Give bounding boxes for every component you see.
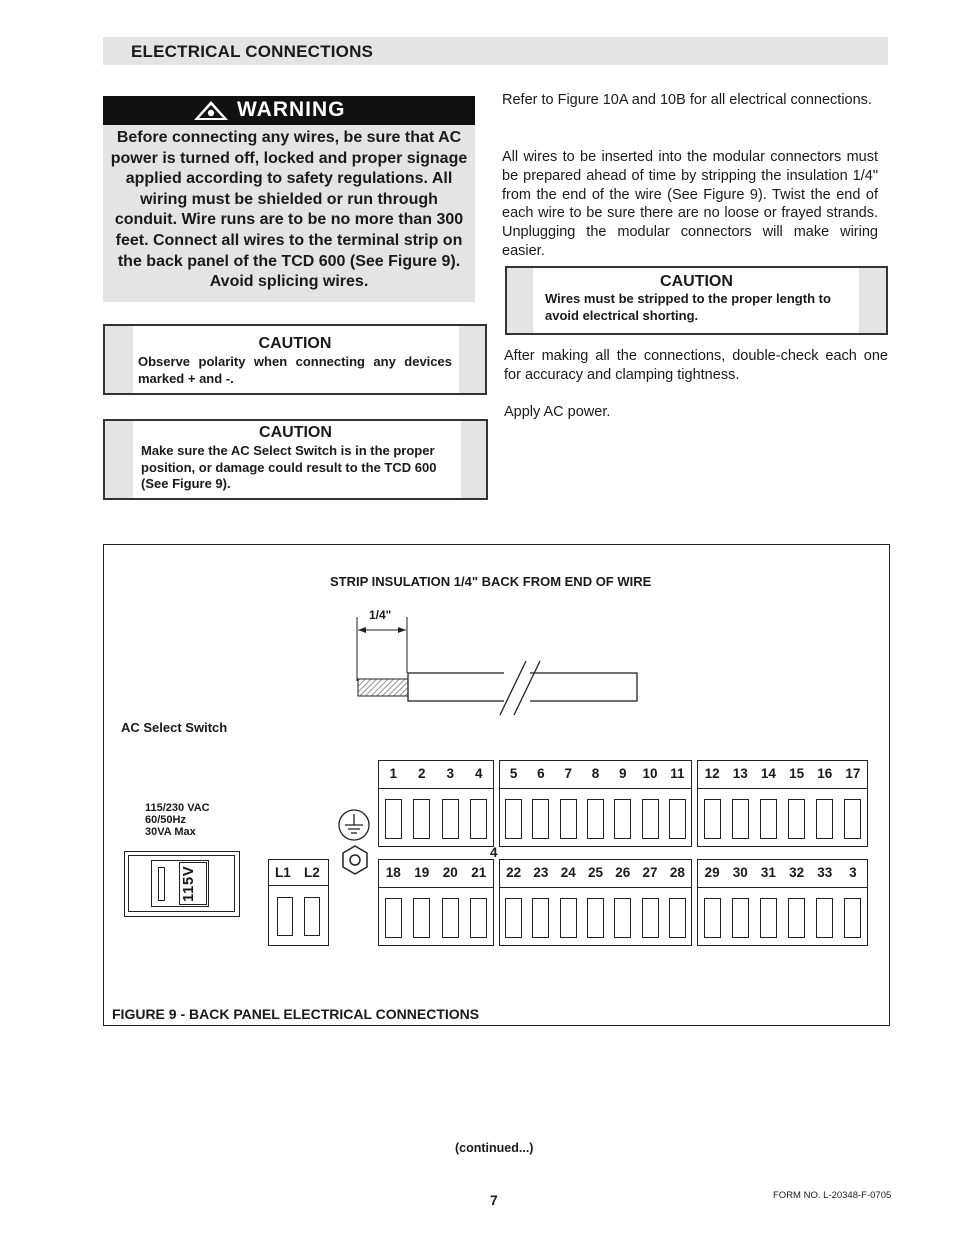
terminal-label: 4 xyxy=(474,766,483,781)
terminal-slot[interactable] xyxy=(470,898,487,938)
terminal-block-5-11 xyxy=(499,760,692,847)
warning-line: wiring must be shielded or run through xyxy=(140,190,438,208)
terminal-slot[interactable] xyxy=(505,799,522,839)
terminal-slot[interactable] xyxy=(587,898,604,938)
terminal-label: 23 xyxy=(533,865,549,880)
terminal-label: 5 xyxy=(509,766,518,781)
line-terminal-block xyxy=(268,859,329,946)
power-rating-line: 60/50Hz xyxy=(145,814,186,826)
terminal-block-29-34 xyxy=(697,859,868,946)
terminal-slot[interactable] xyxy=(788,898,805,938)
terminal-label: 6 xyxy=(537,766,545,781)
paragraph-refer-figure: Refer to Figure 10A and 10B for all electrical connections. xyxy=(502,92,872,108)
ac-select-switch-label: AC Select Switch xyxy=(121,720,228,735)
caution-title: CAUTION xyxy=(258,335,332,352)
terminal-label: 32 xyxy=(789,865,805,880)
warning-text xyxy=(107,128,471,293)
terminal-slot[interactable] xyxy=(560,799,577,839)
form-number: FORM NO. L-20348-F-0705 xyxy=(773,1190,892,1201)
terminal-slot[interactable] xyxy=(788,799,805,839)
hex-nut-icon xyxy=(340,844,370,876)
warning-line: the back panel of the TCD 600 (See Figure 9). xyxy=(117,252,461,270)
continued-note: (continued...) xyxy=(455,1141,534,1155)
terminal-label: 16 xyxy=(817,766,833,781)
terminal-label: 10 xyxy=(642,766,658,781)
caution-title: CAUTION xyxy=(660,273,733,290)
terminal-slot[interactable] xyxy=(704,898,721,938)
terminal-slot[interactable] xyxy=(732,898,749,938)
terminal-label: 7 xyxy=(564,766,572,781)
warning-box xyxy=(103,96,475,302)
terminal-label: 3 xyxy=(849,865,857,880)
terminal-label: 28 xyxy=(669,865,685,880)
terminal-slot[interactable] xyxy=(669,799,686,839)
terminal-slot[interactable] xyxy=(560,898,577,938)
terminal-label: 15 xyxy=(789,766,805,781)
terminal-slot[interactable] xyxy=(669,898,686,938)
section-header-bar xyxy=(103,37,888,65)
terminal-label: 27 xyxy=(642,865,658,880)
terminal-label: 8 xyxy=(591,766,600,781)
terminal-label: 26 xyxy=(615,865,631,880)
warning-line: feet. Connect all wires to the terminal strip on xyxy=(115,231,463,249)
warning-line: Avoid splicing wires. xyxy=(209,273,369,291)
terminal-label: 12 xyxy=(704,766,720,781)
terminal-slot[interactable] xyxy=(385,799,402,839)
wire-strip-diagram xyxy=(344,615,644,715)
terminal-slot[interactable] xyxy=(304,897,320,936)
strip-insulation-label: STRIP INSULATION 1/4" BACK FROM END OF WIRE xyxy=(330,574,652,589)
terminal-slot[interactable] xyxy=(642,799,659,839)
warning-triangle-icon xyxy=(193,100,229,121)
terminal-slot[interactable] xyxy=(760,799,777,839)
dimension-label: 1/4" xyxy=(369,608,392,622)
terminal-block-22-28 xyxy=(499,859,692,946)
terminal-slot[interactable] xyxy=(505,898,522,938)
warning-line: conduit. Wire runs are to be no more than 300 xyxy=(114,211,464,229)
warning-line: power is turned off, locked and proper signage xyxy=(110,149,468,167)
switch-position-label: 115V xyxy=(180,865,197,902)
terminal-slot[interactable] xyxy=(442,898,459,938)
terminal-slot[interactable] xyxy=(442,799,459,839)
terminal-slot[interactable] xyxy=(532,898,549,938)
ac-select-switch[interactable] xyxy=(124,851,240,917)
paragraph-apply-power: Apply AC power. xyxy=(504,404,611,420)
terminal-block-18-21 xyxy=(378,859,494,946)
figure-caption: FIGURE 9 - BACK PANEL ELECTRICAL CONNECTIONS xyxy=(112,1006,480,1022)
terminal-label: 17 xyxy=(845,766,861,781)
caution-text: Observe polarity when connecting any devices marked + and -. xyxy=(138,354,452,386)
power-rating xyxy=(145,802,210,838)
terminal-label: 31 xyxy=(760,865,776,880)
caution-box-polarity xyxy=(103,324,487,395)
caution-box-ac-switch xyxy=(103,419,488,500)
caution-box-stripping xyxy=(505,266,888,335)
terminal-slot[interactable] xyxy=(587,799,604,839)
terminal-label: 1 xyxy=(389,766,397,781)
terminal-label: 20 xyxy=(442,865,458,880)
terminal-label: 24 xyxy=(560,865,576,880)
terminal-label-l1: L1 xyxy=(275,865,291,880)
warning-line: applied according to safety regulations. All xyxy=(125,170,453,188)
figure-9-back-panel xyxy=(103,544,890,1026)
terminal-slot[interactable] xyxy=(642,898,659,938)
terminal-slot[interactable] xyxy=(413,799,430,839)
terminal-slot[interactable] xyxy=(532,799,549,839)
terminal-slot[interactable] xyxy=(844,898,861,938)
warning-line: Before connecting any wires, be sure that AC xyxy=(116,129,462,146)
terminal-label: 14 xyxy=(760,766,776,781)
terminal-slot[interactable] xyxy=(816,898,833,938)
terminal-label: 2 xyxy=(417,766,426,781)
power-rating-line: 30VA Max xyxy=(145,826,196,838)
terminal-label: 30 xyxy=(732,865,748,880)
terminal-slot[interactable] xyxy=(385,898,402,938)
stray-terminal-label: 4 xyxy=(490,845,498,860)
terminal-slot[interactable] xyxy=(614,799,631,839)
section-title: ELECTRICAL CONNECTIONS xyxy=(131,42,374,61)
caution-text: Make sure the AC Select Switch is in the proper position, or damage could result to the TCD 600 (See Figure 9). xyxy=(141,443,437,491)
warning-title: WARNING xyxy=(237,98,346,121)
caution-text: Wires must be stripped to the proper length to avoid electrical shorting. xyxy=(545,291,831,323)
terminal-label: 3 xyxy=(446,766,454,781)
terminal-slot[interactable] xyxy=(614,898,631,938)
terminal-label: 18 xyxy=(385,865,401,880)
paragraph-wire-prep: All wires to be inserted into the modular connectors must be prepared ahead of time by stripping the insulation 1/4" from the end of the wire (See Figure 9). Twist the end of each wire to be sure there are no loose or frayed strands. Unplugging the modular connectors will make wiring easier. xyxy=(502,149,878,259)
terminal-label: 29 xyxy=(704,865,720,880)
warning-header xyxy=(103,96,475,125)
terminal-label: 9 xyxy=(619,766,627,781)
terminal-slot[interactable] xyxy=(277,897,293,936)
terminal-label: 21 xyxy=(471,865,487,880)
terminal-label: 25 xyxy=(587,865,603,880)
terminal-slot[interactable] xyxy=(413,898,430,938)
terminal-block-12-17 xyxy=(697,760,868,847)
terminal-slot[interactable] xyxy=(760,898,777,938)
terminal-slot[interactable] xyxy=(816,799,833,839)
terminal-label: 11 xyxy=(670,766,685,781)
terminal-slot[interactable] xyxy=(470,799,487,839)
power-rating-line: 115/230 VAC xyxy=(145,802,210,814)
terminal-slot[interactable] xyxy=(844,799,861,839)
paragraph-double-check: After making all the connections, double-check each one for accuracy and clamping tightness. xyxy=(504,348,888,383)
terminal-slot[interactable] xyxy=(704,799,721,839)
terminal-label-l2: L2 xyxy=(304,865,320,880)
terminal-label: 19 xyxy=(414,865,430,880)
terminal-label: 22 xyxy=(506,865,522,880)
terminal-slot[interactable] xyxy=(732,799,749,839)
terminal-label: 13 xyxy=(732,766,748,781)
caution-title: CAUTION xyxy=(259,424,332,441)
terminal-block-1-4 xyxy=(378,760,494,847)
terminal-label: 33 xyxy=(817,865,833,880)
page-number: 7 xyxy=(490,1192,498,1208)
